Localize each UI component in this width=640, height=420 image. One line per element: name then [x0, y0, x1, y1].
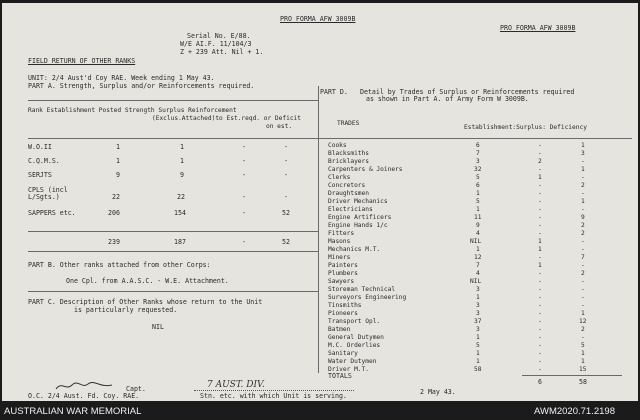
trade-est: 3: [476, 310, 480, 317]
date-line: 2 May 43.: [420, 388, 456, 396]
caption-right: AWM2020.71.2198: [534, 406, 615, 417]
trade-name: Painters: [328, 262, 358, 269]
table-rule: [28, 251, 318, 252]
trade-deficiency: 1: [581, 358, 585, 365]
trade-deficiency: -: [581, 174, 585, 181]
trade-deficiency: -: [581, 262, 585, 269]
trade-name: General Dutymen: [328, 334, 384, 341]
part-c-line-2: is particularly requested.: [74, 306, 178, 314]
trade-name: Engine Artificers: [328, 214, 392, 221]
posted-cell: 22: [177, 193, 185, 201]
table-rule: [28, 100, 318, 101]
trade-surplus: 1: [538, 262, 542, 269]
trade-surplus: 2: [538, 158, 542, 165]
trade-deficiency: 7: [581, 254, 585, 261]
trade-est: 3: [476, 286, 480, 293]
trade-est: 37: [474, 318, 482, 325]
surplus-cell: -: [242, 143, 246, 151]
est-cell: 22: [112, 193, 120, 201]
trade-est: 6: [476, 142, 480, 149]
rank-cell: C.Q.M.S.: [28, 157, 60, 165]
trade-name: Draughtsmen: [328, 190, 369, 197]
trade-deficiency: -: [581, 158, 585, 165]
trade-deficiency: 1: [581, 142, 585, 149]
signature: [54, 379, 114, 393]
table-rule: [28, 291, 318, 292]
reinf-cell: -: [284, 143, 288, 151]
pro-forma-label-right: PRO FORMA AFW 3009B: [500, 24, 576, 32]
trade-surplus: -: [538, 366, 542, 373]
trade-est: 11: [474, 214, 482, 221]
trade-deficiency: -: [581, 294, 585, 301]
trade-surplus: -: [538, 270, 542, 277]
trade-deficiency: 9: [581, 214, 585, 221]
surplus-cell: -: [242, 209, 246, 217]
trade-deficiency: 2: [581, 182, 585, 189]
totals-rule: [522, 375, 622, 376]
trade-surplus: -: [538, 358, 542, 365]
left-table-header-3: on est.: [266, 123, 293, 130]
trade-name: Cooks: [328, 142, 347, 149]
total-est: 239: [108, 238, 120, 246]
trade-name: M.C. Orderlies: [328, 342, 381, 349]
surplus-cell: -: [242, 157, 246, 165]
trade-surplus: -: [538, 142, 542, 149]
trade-deficiency: -: [581, 302, 585, 309]
trade-surplus: -: [538, 150, 542, 157]
trade-deficiency: 2: [581, 230, 585, 237]
caption-left: AUSTRALIAN WAR MEMORIAL: [4, 406, 142, 417]
trade-name: Transport Opl.: [328, 318, 381, 325]
trade-surplus: 1: [538, 246, 542, 253]
reinf-cell: 52: [282, 209, 290, 217]
left-table-header: Rank Establishment Posted Strength Surplus Reinforcement: [28, 107, 237, 114]
trade-surplus: -: [538, 318, 542, 325]
trade-name: Sawyers: [328, 278, 355, 285]
capt-label: Capt.: [126, 385, 146, 393]
trade-name: Sanitary: [328, 350, 358, 357]
trade-surplus: -: [538, 334, 542, 341]
est-cell: 9: [116, 171, 120, 179]
rank-cell: W.O.II: [28, 143, 52, 151]
trade-name: Carpenters & Joiners: [328, 166, 403, 173]
trade-surplus: -: [538, 214, 542, 221]
station-line: Stn. etc. with which Unit is serving.: [200, 392, 347, 400]
posted-cell: 154: [174, 209, 186, 217]
reinf-cell: -: [284, 157, 288, 165]
trade-est: NIL: [470, 278, 482, 285]
part-d-label: PART D.: [320, 88, 348, 96]
trade-name: Masons: [328, 238, 351, 245]
table-rule: [28, 138, 632, 139]
part-c-line: PART C. Description of Other Ranks whose return to the Unit: [28, 298, 263, 306]
trade-name: Tinsmiths: [328, 302, 362, 309]
trade-surplus: -: [538, 230, 542, 237]
part-a-line: PART A. Strength, Surplus and/or Reinforcements required.: [28, 82, 255, 90]
trade-deficiency: 5: [581, 342, 585, 349]
trade-deficiency: -: [581, 278, 585, 285]
part-b-detail: One Cpl. from A.A.S.C. - W.E. Attachment.: [66, 277, 229, 285]
trade-est: 3: [476, 158, 480, 165]
trade-deficiency: 1: [581, 198, 585, 205]
trade-surplus: -: [538, 182, 542, 189]
trade-surplus: -: [538, 206, 542, 213]
trade-name: Engine Hands 1/c: [328, 222, 388, 229]
unit-line: UNIT: 2/4 Aust'd Coy RAE. Week ending 1 May 43.: [28, 74, 215, 82]
trade-surplus: -: [538, 254, 542, 261]
divider-vertical: [318, 86, 319, 373]
trade-est: 1: [476, 358, 480, 365]
page-title: FIELD RETURN OF OTHER RANKS: [28, 57, 136, 65]
trade-est: 32: [474, 166, 482, 173]
trade-est: 58: [474, 366, 482, 373]
posted-cell: 1: [180, 143, 184, 151]
we-reference: W/E AI.F. 11/104/3: [180, 40, 252, 48]
reinf-cell: -: [284, 193, 288, 201]
table-rule: [28, 231, 318, 232]
oc-line: O.C. 2/4 Aust. Fd. Coy. RAE.: [28, 392, 140, 400]
trade-surplus: -: [538, 302, 542, 309]
trade-name: Water Dutymen: [328, 358, 377, 365]
trade-name: Electricians: [328, 206, 373, 213]
trade-deficiency: 2: [581, 326, 585, 333]
trade-deficiency: 3: [581, 150, 585, 157]
trade-est: 4: [476, 270, 480, 277]
trade-est: 1: [476, 246, 480, 253]
signature-rule: [194, 390, 354, 391]
trade-deficiency: 1: [581, 350, 585, 357]
serial-number: Serial No. E/88.: [187, 32, 251, 40]
trade-surplus: -: [538, 310, 542, 317]
trade-name: Driver M.T.: [328, 366, 369, 373]
trade-surplus: -: [538, 222, 542, 229]
trade-name: Concretors: [328, 182, 366, 189]
part-b-line: PART B. Other ranks attached from other Corps:: [28, 261, 211, 269]
trade-name: Mechanics M.T.: [328, 246, 381, 253]
part-d-desc-2: as shown in Part A. of Army Form W 3009B.: [366, 95, 529, 103]
trade-name: Clerks: [328, 174, 351, 181]
trade-name: Plumbers: [328, 270, 358, 277]
trade-surplus: -: [538, 198, 542, 205]
trade-deficiency: 1: [581, 310, 585, 317]
part-c-nil: NIL: [152, 323, 164, 331]
trade-surplus: -: [538, 294, 542, 301]
document-page: [2, 3, 638, 401]
trade-est: NIL: [470, 238, 482, 245]
trade-surplus: 1: [538, 238, 542, 245]
trade-est: 5: [476, 174, 480, 181]
total-surplus-trades: 6: [538, 378, 542, 386]
total-reinf: 52: [282, 238, 290, 246]
trade-name: Pioneers: [328, 310, 358, 317]
trade-surplus: -: [538, 286, 542, 293]
trade-est: 7: [476, 262, 480, 269]
est-cell: 1: [116, 143, 120, 151]
handwritten-division: 7 AUST. DIV.: [207, 380, 265, 390]
pro-forma-label: PRO FORMA AFW 3009B: [280, 15, 356, 23]
posted-cell: 9: [180, 171, 184, 179]
trade-deficiency: 2: [581, 222, 585, 229]
trade-name: Batmen: [328, 326, 351, 333]
trade-name: Surveyors Engineering: [328, 294, 407, 301]
trade-est: 6: [476, 182, 480, 189]
trade-surplus: -: [538, 166, 542, 173]
trade-est: 9: [476, 222, 480, 229]
totals-label: TOTALS: [328, 372, 352, 380]
trade-est: 1: [476, 190, 480, 197]
trade-deficiency: -: [581, 238, 585, 245]
surplus-cell: -: [242, 193, 246, 201]
rank-cell: CPLS (incl: [28, 186, 68, 194]
trade-est: 1: [476, 334, 480, 341]
trade-est: 3: [476, 326, 480, 333]
trade-name: Bricklayers: [328, 158, 369, 165]
rank-cell: SERJTS: [28, 171, 52, 179]
trade-surplus: -: [538, 342, 542, 349]
rank-cell-2: L/Sgts.): [28, 193, 60, 201]
trade-deficiency: 15: [579, 366, 587, 373]
trades-header: TRADES: [337, 120, 360, 127]
total-surplus: -: [242, 238, 246, 246]
trade-deficiency: 1: [581, 166, 585, 173]
trade-surplus: -: [538, 190, 542, 197]
trade-name: Miners: [328, 254, 351, 261]
trade-est: 3: [476, 302, 480, 309]
est-cell: 1: [116, 157, 120, 165]
trade-name: Storeman Technical: [328, 286, 396, 293]
trade-est: 1: [476, 350, 480, 357]
trade-name: Driver Mechanics: [328, 198, 388, 205]
trade-deficiency: -: [581, 286, 585, 293]
trade-deficiency: -: [581, 246, 585, 253]
trade-name: Blacksmiths: [328, 150, 369, 157]
total-deficiency-trades: 58: [579, 378, 587, 386]
trade-surplus: -: [538, 350, 542, 357]
trade-est: 7: [476, 150, 480, 157]
surplus-cell: -: [242, 171, 246, 179]
trade-deficiency: -: [581, 334, 585, 341]
reinf-cell: -: [284, 171, 288, 179]
trade-deficiency: 2: [581, 270, 585, 277]
trade-est: 5: [476, 342, 480, 349]
trade-est: 1: [476, 206, 480, 213]
trade-est: 5: [476, 198, 480, 205]
trade-deficiency: -: [581, 190, 585, 197]
trade-deficiency: 12: [579, 318, 587, 325]
trade-surplus: -: [538, 326, 542, 333]
posted-cell: 1: [180, 157, 184, 165]
attached-count: Z + 239 Att. Nil + 1.: [180, 48, 264, 56]
est-cell: 206: [108, 209, 120, 217]
part-d-desc-1: Detail by Trades of Surplus or Reinforcements required: [360, 88, 575, 96]
trade-deficiency: -: [581, 206, 585, 213]
trade-est: 1: [476, 294, 480, 301]
trade-est: 12: [474, 254, 482, 261]
caption-bar: [0, 403, 640, 420]
trade-surplus: 1: [538, 174, 542, 181]
trade-surplus: -: [538, 278, 542, 285]
left-table-header-2: (Exclus.Attached)to Est.reqd. or Deficit: [152, 115, 302, 122]
total-posted: 187: [174, 238, 186, 246]
trade-est: 4: [476, 230, 480, 237]
trade-name: Fitters: [328, 230, 355, 237]
trade-cols-header: Establishment:Surplus: Deficiency: [464, 124, 587, 131]
rank-cell: SAPPERS etc.: [28, 209, 76, 217]
